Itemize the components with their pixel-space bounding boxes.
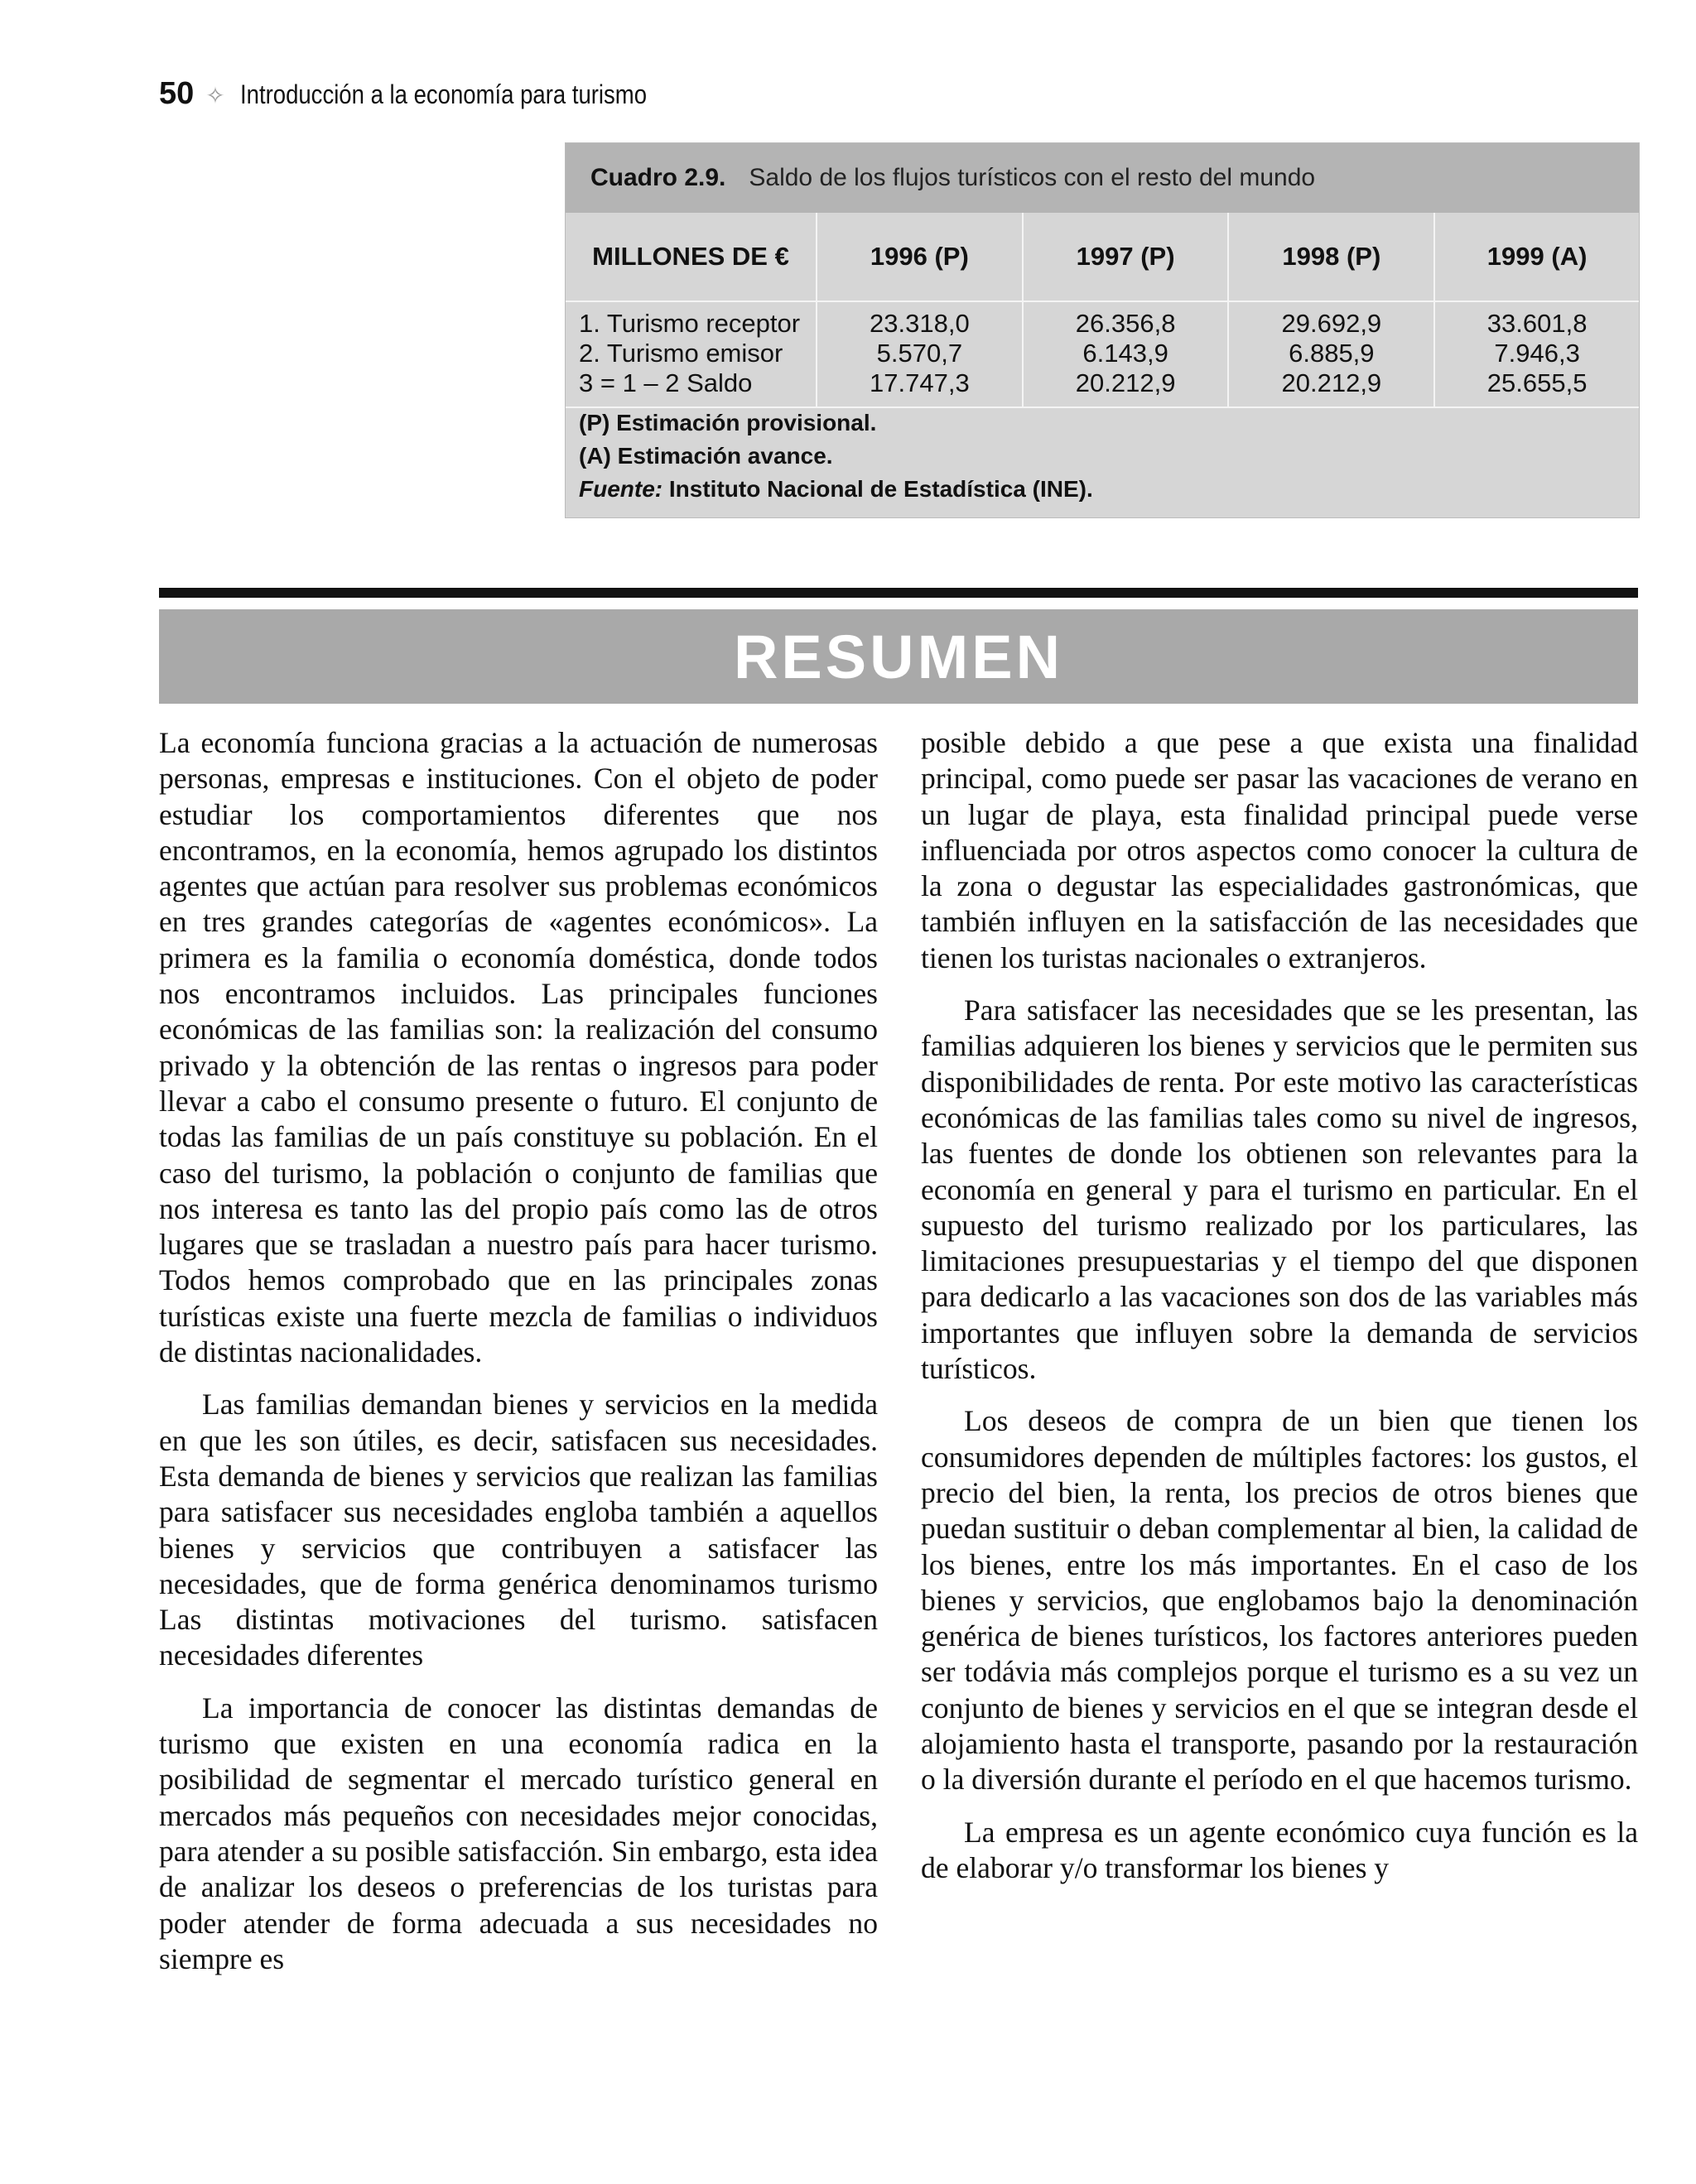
paragraph: Los deseos de compra de un bien que tienen los consumidores dependen de múltiples factores: los gustos, el precio del bien, la renta, los precios de otros bienes que puedan sustituir o deban complementar al bien, la calidad de los bienes, entre los más importantes. En el caso de los bienes y servicios, que englobamos bajo la denominación genérica de bienes turísticos, los factores anteriores pueden ser todávia más complejos porque el turismo es a su vez un conjunto de bienes y servicios en el que se integran desde el alojamiento hasta el transporte, pasando por la restauración o la diversión durante el período en el que hacemos turismo. — [921, 1404, 1638, 1797]
row-label: 1. Turismo receptor — [579, 309, 801, 338]
paragraph: Las familias demandan bienes y servicios en la medida en que les son útiles, es decir, satisfacen sus necesidades. Esta demanda de bienes y servicios que realizan las familias para satisfacer sus necesidades engloba también a aquellos bienes y servicios que contribuyen a satisfacer las necesidades, que de forma genérica denominamos turismo Las distintas motivaciones del turismo. satisfacen necesidades diferentes — [159, 1388, 878, 1672]
table-note: (A) Estimación avance. — [579, 443, 833, 469]
paragraph: La empresa es un agente económico cuya función es la de elaborar y/o transformar los bienes y — [921, 1815, 1638, 1884]
table-value: 33.601,8 — [1486, 309, 1588, 338]
table-value: 25.655,5 — [1486, 368, 1588, 397]
table-caption-title: Saldo de los flujos turísticos con el resto del mundo — [749, 164, 1316, 191]
table-caption-label: Cuadro 2.9. — [590, 164, 726, 191]
row-label: 2. Turismo emisor — [579, 339, 783, 368]
paragraph: posible debido a que pese a que exista una finalidad principal, como puede ser pasar las vacaciones de verano en un lugar de playa, esta finalidad principal puede verse influenciada por otros aspectos como conocer la cultura de la zona o degustar las especialidades gastronómicas, que también influyen en la satisfacción de las necesidades que tienen los turistas nacionales o extranjeros. — [921, 726, 1638, 974]
body-column-right — [921, 725, 1638, 1886]
column-header: 1996 (P) — [817, 213, 1023, 301]
table-figure — [565, 142, 1640, 518]
table-source-label: Fuente: — [579, 476, 663, 502]
column-header: 1997 (P) — [1023, 213, 1229, 301]
table-value: 26.356,8 — [1075, 309, 1176, 338]
paragraph: La economía funciona gracias a la actuación de numerosas personas, empresas e instituciones. Con el objeto de poder estudiar los comportamientos diferentes que nos encontramos, en la economía, hemos agrupado los distintos agentes que actúan para resolver sus problemas económicos en tres grandes categorías de «agentes económicos». La primera es la familia o economía doméstica, donde todos nos encontramos incluidos. Las principales funciones económicas de las familias son: la realización del consumo privado y la obtención de las rentas o ingresos para poder llevar a cabo el consumo presente o futuro. El conjunto de todas las familias de un país constituye su población. En el caso del turismo, la población o conjunto de familias que nos interesa es tanto las del propio país como las de otros lugares que se trasladan a nuestro país para hacer turismo. Todos hemos comprobado que en las principales zonas turísticas existe una fuerte mezcla de familias o individuos de distintas nacionalidades. — [159, 726, 878, 1369]
data-table — [566, 213, 1639, 408]
page-header — [159, 76, 713, 126]
table-caption — [566, 143, 1639, 213]
column-header: 1999 (A) — [1434, 213, 1639, 301]
table-note: (P) Estimación provisional. — [579, 410, 877, 435]
values-cell — [1434, 301, 1639, 407]
table-value: 6.885,9 — [1289, 339, 1375, 368]
paragraph: La importancia de conocer las distintas demandas de turismo que existen en una economía radica en la posibilidad de segmentar el mercado turístico general en mercados más pequeños con necesidades mejor conocidas, para atender a su posible satisfacción. Sin embargo, esta idea de analizar los deseos o preferencias de los turistas para poder atender de forma adecuada a sus necesidades no siempre es — [159, 1691, 878, 1975]
running-title: Introducción a la economía para turismo — [239, 79, 647, 109]
row-labels-cell — [566, 301, 817, 407]
section-title: RESUMEN — [733, 622, 1064, 691]
table-value: 5.570,7 — [876, 339, 963, 368]
table-notes — [579, 406, 1093, 506]
table-body-row — [566, 301, 1639, 407]
section-banner — [159, 609, 1638, 704]
table-value: 7.946,3 — [1494, 339, 1580, 368]
table-value: 6.143,9 — [1082, 339, 1168, 368]
section-divider — [159, 588, 1638, 598]
page-number: 50 — [159, 76, 195, 111]
values-cell — [817, 301, 1023, 407]
table-value: 20.212,9 — [1075, 368, 1176, 397]
column-header: 1998 (P) — [1228, 213, 1434, 301]
values-cell — [1023, 301, 1229, 407]
units-header: MILLONES DE € — [566, 213, 817, 301]
table-value: 29.692,9 — [1281, 309, 1382, 338]
body-column-left — [159, 725, 878, 1977]
table-source — [579, 473, 1093, 506]
table-header-row — [566, 213, 1639, 301]
row-label: 3 = 1 – 2 Saldo — [579, 368, 753, 397]
header-ornament-icon: ✧ — [205, 83, 225, 108]
table-value: 20.212,9 — [1281, 368, 1382, 397]
table-source-text: Instituto Nacional de Estadística (INE). — [662, 476, 1093, 502]
values-cell — [1228, 301, 1434, 407]
paragraph: Para satisfacer las necesidades que se les presentan, las familias adquieren los bienes y servicios que le permiten sus disponibilidades de renta. Por este motivo las características económicas de las familias tales como su nivel de ingresos, las fuentes de donde los obtienen son relevantes para la economía en general y para el turismo en particular. En el supuesto del turismo realizado por los particulares, las limitaciones presupuestarias y el tiempo del que disponen para dedicarlo a las vacaciones son dos de las variables más importantes que influyen sobre la demanda de servicios turísticos. — [921, 993, 1638, 1386]
table-value: 23.318,0 — [870, 309, 970, 338]
table-value: 17.747,3 — [870, 368, 970, 397]
